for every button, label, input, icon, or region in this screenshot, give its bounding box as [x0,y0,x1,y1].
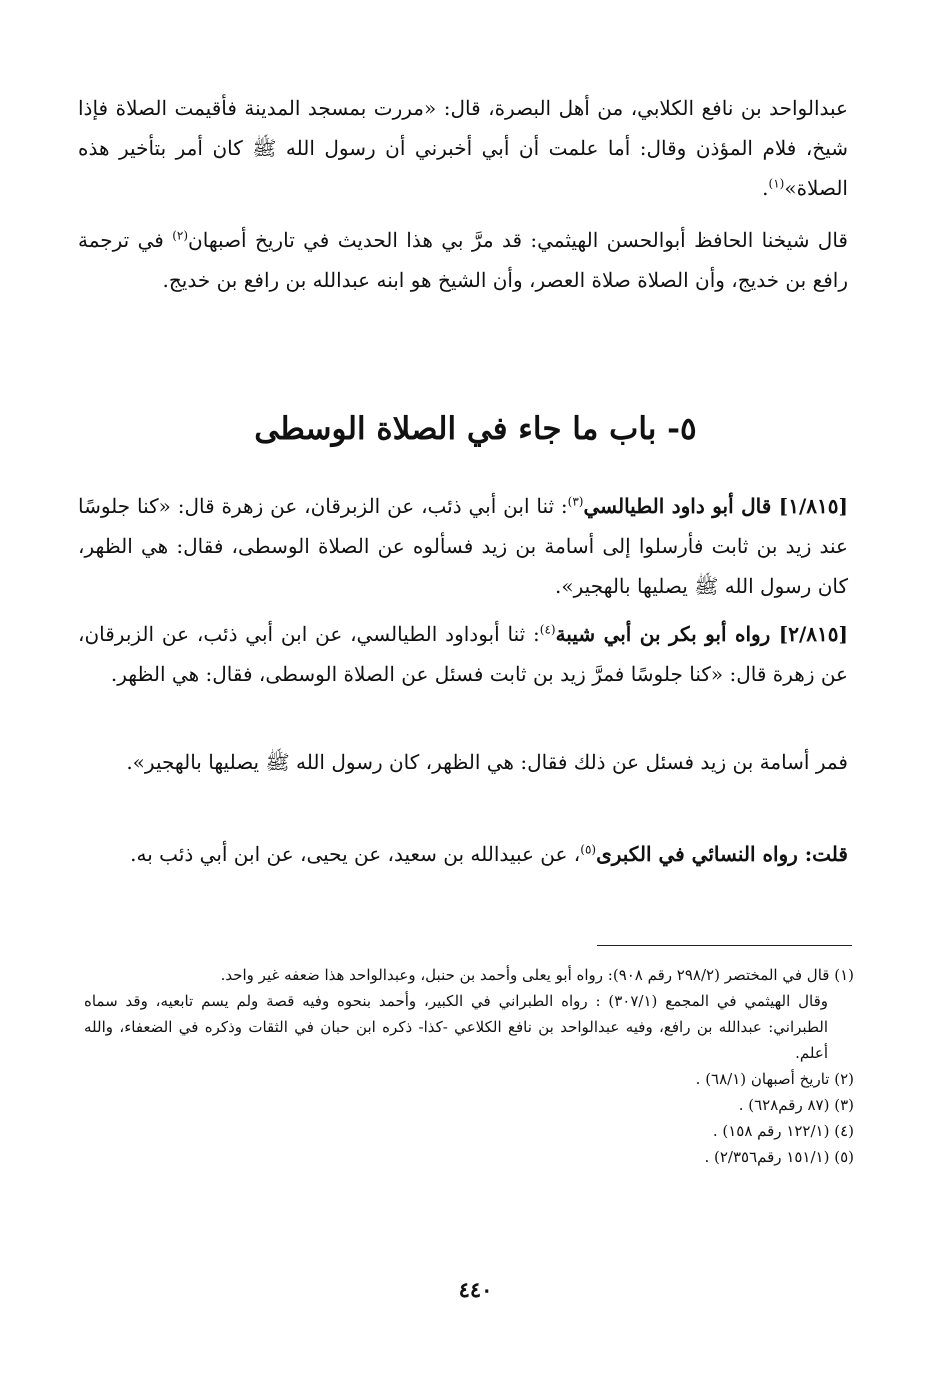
paragraph-text: فمر أسامة بن زيد فسئل عن ذلك فقال: هي الظهر، كان رسول الله ﷺ يصليها بالهجير». [126,750,848,774]
paragraph-haythami-comment [78,220,848,300]
paragraph-text: : ثنا ابن أبي ذئب، عن الزبرقان، عن زهرة قال: «كنا جلوسًا عند زيد بن ثابت فأرسلوا إلى أسامة بن زيد فسألوه عن الصلاة الوسطى، فقال: هي الظهر، كان رسول الله ﷺ يصليها بالهجير». [78,494,848,598]
footnote-1-continuation: وقال الهيثمي في المجمع (٣٠٧/١) : رواه الطبراني في الكبير، وأحمد بنحوه وفيه قصة ولم يسم تابعيه، وقد سماه الطبراني: عبدالله بن رافع، وفيه عبدالواحد بن نافع الكلاعي -كذا- ذكره ابن حبان في الثقات وذكره في الضعفاء، والله أعلم. [84,992,828,1062]
hadith-source-label: [٢/٨١٥] رواه أبو بكر بن أبي شيبة [555,622,848,646]
paragraph-continued-narration: عبدالواحد بن نافع الكلابي، من أهل البصرة، قال: «مررت بمسجد المدينة فأقيمت الصلاة فإذا شيخ، فلام المؤذن وقال: أما علمت أن أبي أخبرني أن رسول الله ﷺ كان أمر بتأخير هذه الصلاة»$^{(١)}$. [78,96,848,200]
footnote-3: (٣) (٨٧ رقم٦٢٨) . [738,1096,854,1114]
paragraph-text: ، عن عبيدالله بن سعيد، عن يحيى، عن ابن أبي ذئب به. [130,842,581,866]
note-label: قلت: رواه النسائي في الكبرى [596,842,848,866]
paragraph-text: قال شيخنا الحافظ أبوالحسن الهيثمي: قد مرَّ بي هذا الحديث في تاريخ أصبهان [188,228,848,252]
paragraph-text: في ترجمة رافع بن خديج، وأن الصلاة صلاة العصر، وأن الشيخ هو ابنه عبدالله بن رافع بن خديج. [78,228,848,292]
paragraph-usama [78,742,848,782]
footnote-5: (٥) (١٥١/١ رقم٢/٣٥٦) . [704,1148,854,1166]
footnote-ref-2: (٢) [172,228,189,243]
footnote-ref-3: (٣) [567,494,584,509]
footnote-2: (٢) تاريخ أصبهان (٦٨/١) . [695,1070,854,1088]
hadith-source-label: [١/٨١٥] قال أبو داود الطيالسي [583,494,848,518]
footnote-ref-4: (٤) [539,622,556,637]
paragraph-nasai-note [78,834,848,874]
hadith-815-2 [78,614,848,694]
chapter-heading: ٥- باب ما جاء في الصلاة الوسطى [254,411,697,447]
page-number: ٤٤٠ [458,1277,493,1302]
footnote-divider [597,945,852,946]
paragraph-text: : ثنا أبوداود الطيالسي، عن ابن أبي ذئب، عن الزبرقان، عن زهرة قال: «كنا جلوسًا فمرَّ زيد بن ثابت فسئل عن الصلاة الوسطى، فقال: هي الظهر. [78,622,848,686]
footnote-ref-1: (١) [768,176,785,191]
footnotes [84,962,854,1170]
footnote-ref-5: (٥) [580,842,597,857]
footnote-4: (٤) (١٢٢/١ رقم ١٥٨) . [712,1122,854,1140]
paragraph-text: عبدالواحد بن نافع الكلابي، من أهل البصرة، قال: «مررت بمسجد المدينة فأقيمت الصلاة فإذا شيخ، فلام المؤذن وقال: أما علمت أن أبي أخبرني أن رسول الله ﷺ كان أمر بتأخير هذه الصلاة» [78,96,848,200]
footnote-1: (١) قال في المختصر (٢٩٨/٢ رقم ٩٠٨): رواه أبو يعلى وأحمد بن حنبل، وعبدالواحد هذا ضعفه غير واحد. [220,966,854,984]
hadith-815-1 [78,486,848,606]
